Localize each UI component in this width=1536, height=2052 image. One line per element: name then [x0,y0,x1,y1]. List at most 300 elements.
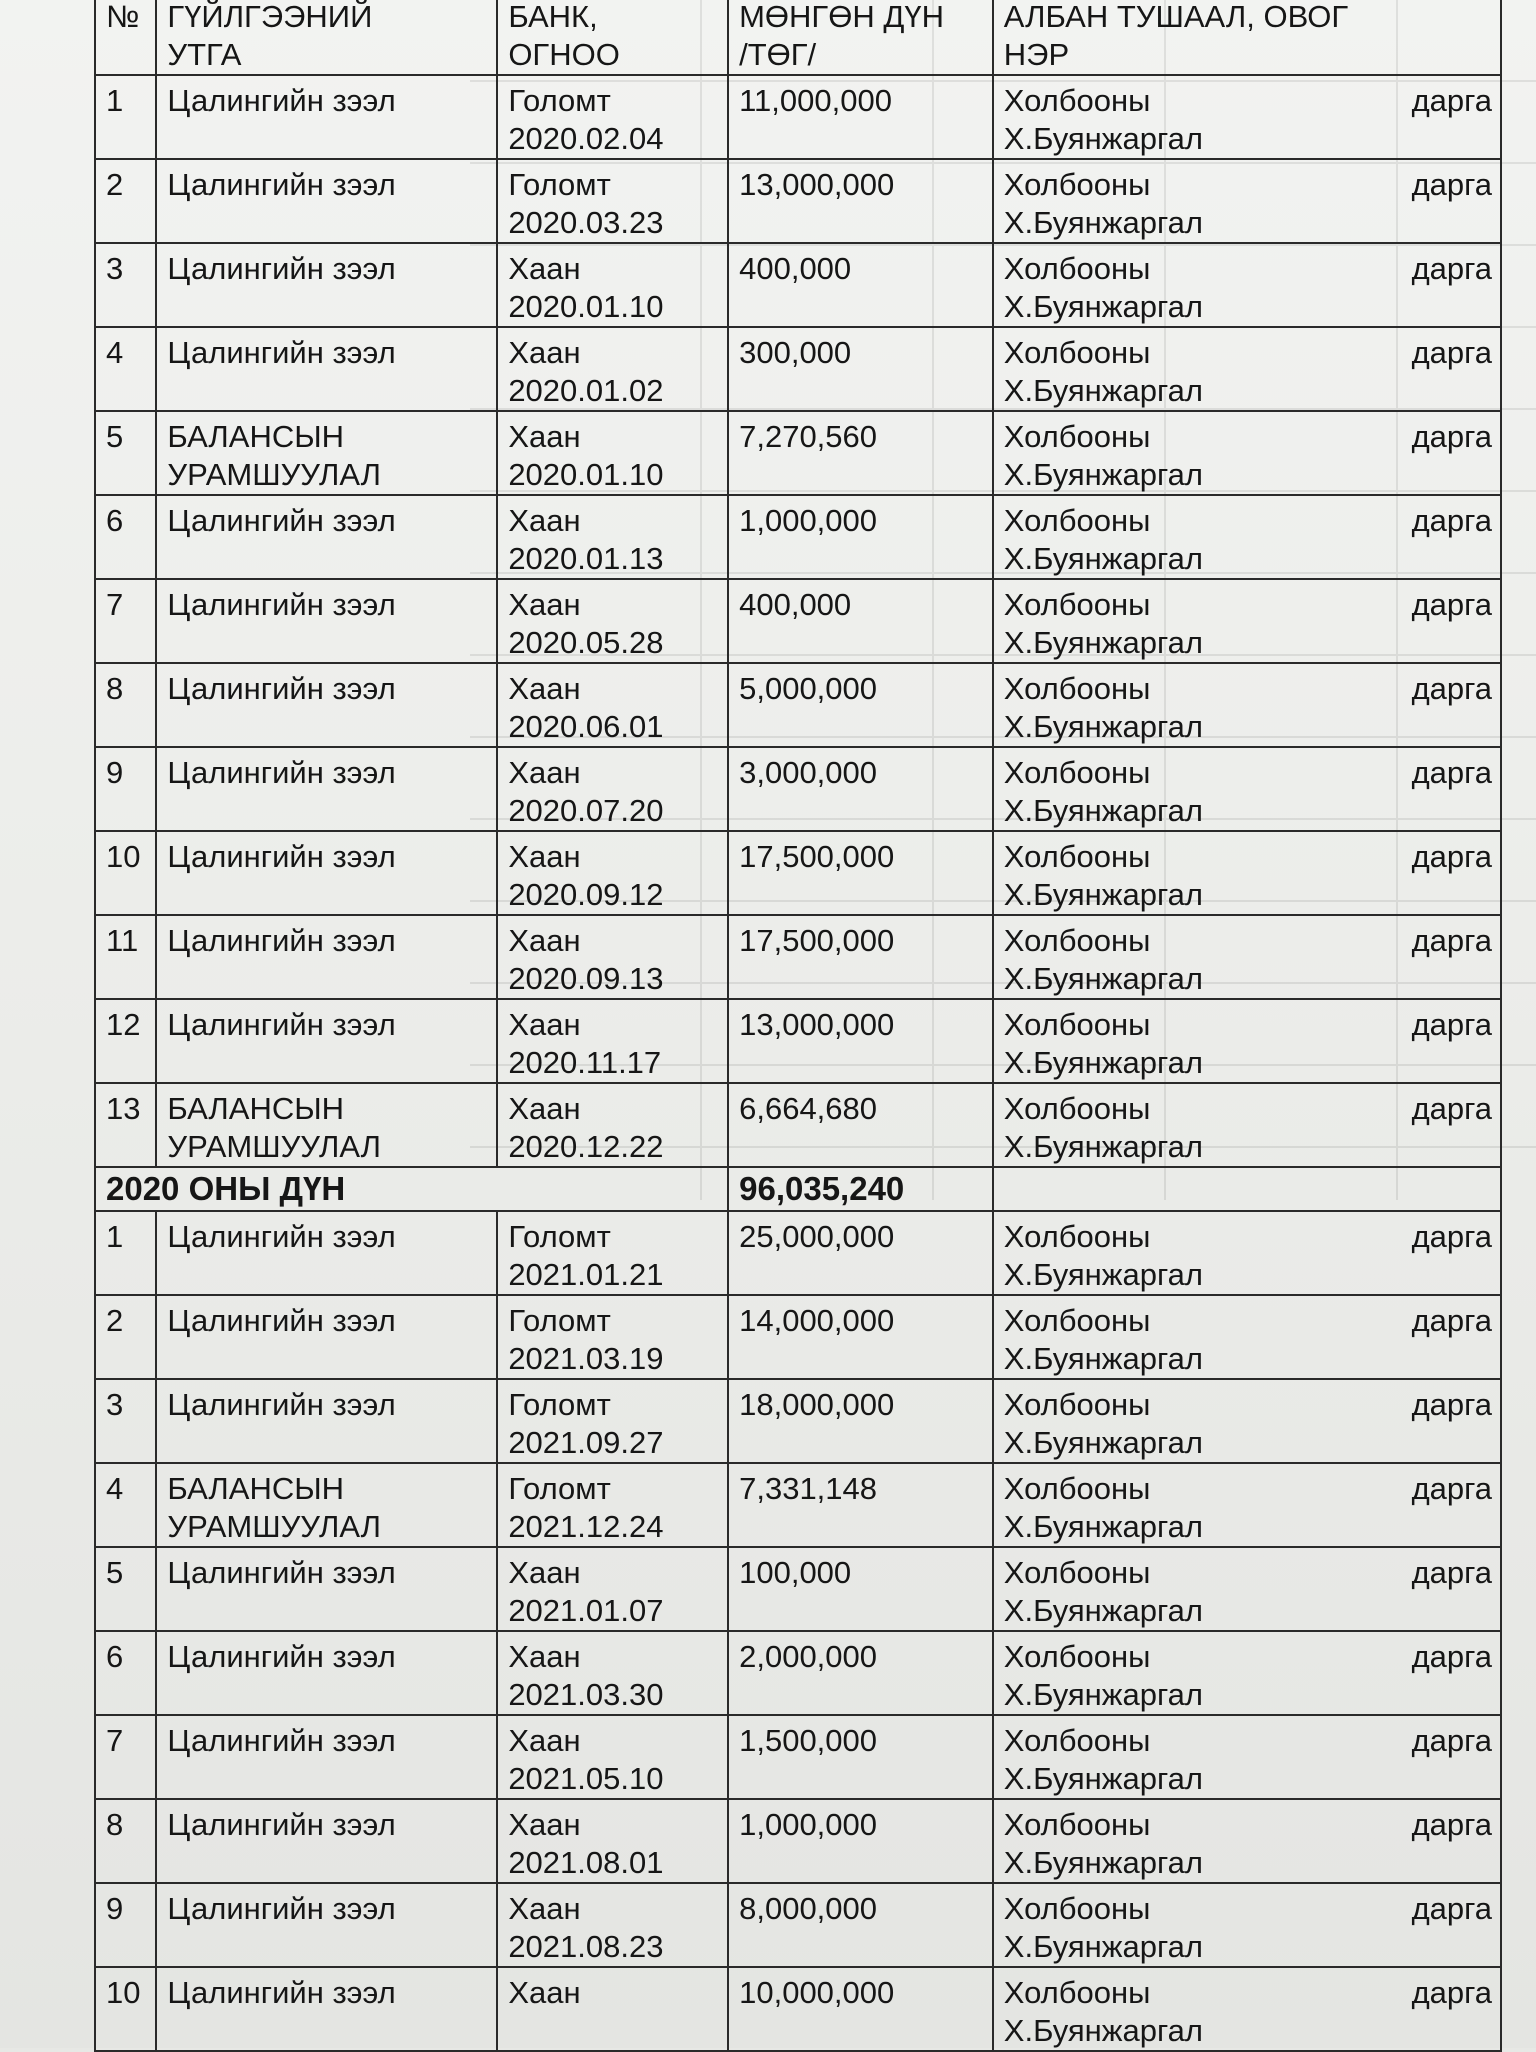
position-org: Холбооны [1003,83,1151,118]
position-line [1004,1090,1492,1128]
amount: 17,500,000 [728,915,993,999]
amount: 5,000,000 [728,663,993,747]
row-number: 8 [95,663,156,747]
bank-date [497,1295,728,1379]
person-name: Х.Буянжаргал [1003,1761,1203,1796]
transaction-type-line: Цалингийн зээл [167,671,396,706]
header-amount-line2: /ТӨГ/ [739,37,817,72]
position-title: дарга [1411,839,1492,874]
transaction-type-line: Цалингийн зээл [167,83,396,118]
amount: 13,000,000 [728,159,993,243]
bank-name: Хаан [508,1091,581,1126]
table-row [95,1463,1501,1547]
position-title: дарга [1411,251,1492,286]
table-row [95,1083,1501,1167]
bank-name: Голомт [508,1387,611,1422]
total-amount: 96,035,240 [728,1167,993,1211]
transaction-date: 2021.03.19 [508,1341,664,1376]
amount: 100,000 [728,1547,993,1631]
position-title: дарга [1411,1471,1492,1506]
transaction-type-line: Цалингийн зээл [167,251,396,286]
transaction-date: 2020.01.10 [508,457,664,492]
bank-date [497,495,728,579]
position-name [993,1547,1501,1631]
position-line [1004,166,1492,204]
transaction-type [156,1211,497,1295]
position-line [1004,1806,1492,1844]
transaction-type-line: Цалингийн зээл [167,1639,396,1674]
amount: 14,000,000 [728,1295,993,1379]
bank-date [497,1379,728,1463]
total-row-2020 [95,1167,1501,1211]
transaction-type [156,75,497,159]
transaction-type [156,1463,497,1547]
amount: 6,664,680 [728,1083,993,1167]
person-name: Х.Буянжаргал [1003,289,1203,324]
transaction-date: 2021.08.23 [508,1929,664,1964]
transaction-type [156,1083,497,1167]
position-title: дарга [1411,1303,1492,1338]
table-row [95,1799,1501,1883]
transaction-date: 2021.05.10 [508,1761,664,1796]
row-number: 1 [95,1211,156,1295]
position-org: Холбооны [1003,1807,1151,1842]
position-name [993,663,1501,747]
position-line [1004,1386,1492,1424]
row-number: 4 [95,327,156,411]
transaction-type-line: Цалингийн зээл [167,587,396,622]
transaction-type [156,1799,497,1883]
position-org: Холбооны [1003,1303,1151,1338]
table-row [95,831,1501,915]
position-name [993,747,1501,831]
table-row [95,663,1501,747]
transaction-type-line: Цалингийн зээл [167,1303,396,1338]
position-title: дарга [1411,1807,1492,1842]
transaction-type [156,663,497,747]
transaction-type [156,495,497,579]
position-line [1004,1638,1492,1676]
header-position [993,0,1501,75]
position-line [1004,334,1492,372]
transaction-type-line: Цалингийн зээл [167,335,396,370]
table-row [95,75,1501,159]
person-name: Х.Буянжаргал [1003,1593,1203,1628]
position-name [993,495,1501,579]
person-name: Х.Буянжаргал [1003,205,1203,240]
position-title: дарга [1411,1091,1492,1126]
position-org: Холбооны [1003,1639,1151,1674]
position-title: дарга [1411,167,1492,202]
row-number: 2 [95,159,156,243]
position-org: Холбооны [1003,1219,1151,1254]
position-title: дарга [1411,587,1492,622]
position-name [993,411,1501,495]
position-org: Холбооны [1003,419,1151,454]
bank-name: Голомт [508,167,611,202]
person-name: Х.Буянжаргал [1003,1257,1203,1292]
position-line [1004,250,1492,288]
bank-name: Хаан [508,1007,581,1042]
transaction-date: 2020.02.04 [508,121,664,156]
row-number: 12 [95,999,156,1083]
row-number: 7 [95,1715,156,1799]
position-name [993,1379,1501,1463]
table-row [95,747,1501,831]
position-name [993,1083,1501,1167]
bank-date [497,1799,728,1883]
transaction-type-line: УРАМШУУЛАЛ [167,457,382,492]
transaction-type [156,1883,497,1967]
bank-name: Хаан [508,1723,581,1758]
position-org: Холбооны [1003,1891,1151,1926]
position-title: дарга [1411,83,1492,118]
position-name [993,1295,1501,1379]
bank-date [497,1211,728,1295]
position-line [1004,1974,1492,2012]
position-line [1004,670,1492,708]
position-line [1004,1722,1492,1760]
position-org: Холбооны [1003,1723,1151,1758]
position-title: дарга [1411,1639,1492,1674]
total-empty-cell [993,1167,1501,1211]
position-title: дарга [1411,419,1492,454]
transaction-date: 2020.01.02 [508,373,664,408]
header-position-line2: НЭР [1003,37,1070,72]
transaction-type [156,327,497,411]
table-row [95,579,1501,663]
position-line [1004,1554,1492,1592]
transaction-date: 2020.11.17 [508,1045,662,1080]
transaction-date: 2021.01.07 [508,1593,664,1628]
transaction-type-line: БАЛАНСЫН [167,419,345,454]
transaction-type [156,831,497,915]
transaction-type [156,915,497,999]
person-name: Х.Буянжаргал [1003,1845,1203,1880]
header-bank [497,0,728,75]
row-number: 6 [95,495,156,579]
transaction-type-line: Цалингийн зээл [167,923,396,958]
position-line [1004,586,1492,624]
header-type [156,0,497,75]
transaction-type-line: Цалингийн зээл [167,1219,396,1254]
position-title: дарга [1411,1723,1492,1758]
person-name: Х.Буянжаргал [1003,793,1203,828]
transaction-type-line: Цалингийн зээл [167,167,396,202]
position-org: Холбооны [1003,251,1151,286]
position-name [993,579,1501,663]
bank-name: Хаан [508,1807,581,1842]
row-number: 1 [95,75,156,159]
header-type-line1: ГҮЙЛГЭЭНИЙ [167,0,373,34]
table-row [95,1631,1501,1715]
table-row [95,411,1501,495]
position-name [993,1211,1501,1295]
position-org: Холбооны [1003,1007,1151,1042]
row-number: 4 [95,1463,156,1547]
bank-date [497,411,728,495]
position-name [993,999,1501,1083]
bank-date [497,1631,728,1715]
position-name [993,75,1501,159]
transaction-type-line: Цалингийн зээл [167,503,396,538]
row-number: 2 [95,1295,156,1379]
bank-date [497,327,728,411]
bank-name: Хаан [508,1555,581,1590]
transaction-type-line: Цалингийн зээл [167,1555,396,1590]
bank-name: Хаан [508,1891,581,1926]
transaction-date: 2020.09.12 [508,877,664,912]
header-no: № [95,0,156,75]
header-type-line2: УТГА [167,37,242,72]
person-name: Х.Буянжаргал [1003,1677,1203,1712]
bank-name: Хаан [508,335,581,370]
row-number: 10 [95,1967,156,2051]
row-number: 9 [95,1883,156,1967]
person-name: Х.Буянжаргал [1003,541,1203,576]
position-name [993,1799,1501,1883]
row-number: 13 [95,1083,156,1167]
position-org: Холбооны [1003,1975,1151,2010]
position-line [1004,418,1492,456]
amount: 7,331,148 [728,1463,993,1547]
transaction-type-line: УРАМШУУЛАЛ [167,1509,382,1544]
amount: 7,270,560 [728,411,993,495]
table-row [95,999,1501,1083]
bank-name: Хаан [508,251,581,286]
total-label: 2020 ОНЫ ДҮН [95,1167,728,1211]
bank-name: Хаан [508,419,581,454]
bank-date [497,1463,728,1547]
bank-name: Хаан [508,671,581,706]
bank-name: Хаан [508,1975,581,2010]
bank-date [497,1547,728,1631]
transaction-date: 2020.09.13 [508,961,664,996]
position-title: дарга [1411,755,1492,790]
transactions-table [94,0,1502,2052]
amount: 25,000,000 [728,1211,993,1295]
bank-date [497,915,728,999]
amount: 2,000,000 [728,1631,993,1715]
transaction-type [156,1715,497,1799]
bank-date [497,1967,728,2051]
row-number: 5 [95,411,156,495]
row-number: 8 [95,1799,156,1883]
table-row [95,495,1501,579]
transaction-type-line: БАЛАНСЫН [167,1091,345,1126]
amount: 13,000,000 [728,999,993,1083]
position-name [993,243,1501,327]
position-title: дарга [1411,671,1492,706]
position-name [993,831,1501,915]
row-number: 11 [95,915,156,999]
bank-date [497,579,728,663]
position-org: Холбооны [1003,839,1151,874]
row-number: 3 [95,1379,156,1463]
position-name [993,915,1501,999]
person-name: Х.Буянжаргал [1003,373,1203,408]
amount: 10,000,000 [728,1967,993,2051]
row-number: 3 [95,243,156,327]
transaction-date: 2021.12.24 [508,1509,664,1544]
position-org: Холбооны [1003,1471,1151,1506]
transaction-type-line: Цалингийн зээл [167,1007,396,1042]
position-name [993,1967,1501,2051]
person-name: Х.Буянжаргал [1003,121,1203,156]
transaction-type-line: Цалингийн зээл [167,1387,396,1422]
amount: 1,000,000 [728,1799,993,1883]
position-name [993,159,1501,243]
position-org: Холбооны [1003,755,1151,790]
position-title: дарга [1411,923,1492,958]
transaction-type-line: УРАМШУУЛАЛ [167,1129,382,1164]
transaction-date: 2020.03.23 [508,205,664,240]
person-name: Х.Буянжаргал [1003,961,1203,996]
position-line [1004,1470,1492,1508]
position-org: Холбооны [1003,167,1151,202]
person-name: Х.Буянжаргал [1003,625,1203,660]
position-org: Холбооны [1003,1387,1151,1422]
person-name: Х.Буянжаргал [1003,877,1203,912]
position-org: Холбооны [1003,587,1151,622]
bank-name: Голомт [508,1219,611,1254]
transaction-date: 2021.03.30 [508,1677,664,1712]
table-row [95,1379,1501,1463]
position-org: Холбооны [1003,1091,1151,1126]
position-name [993,1715,1501,1799]
amount: 18,000,000 [728,1379,993,1463]
bank-date [497,1083,728,1167]
bank-date [497,243,728,327]
table-row [95,1211,1501,1295]
transaction-type-line: БАЛАНСЫН [167,1471,345,1506]
position-line [1004,754,1492,792]
position-line [1004,502,1492,540]
person-name: Х.Буянжаргал [1003,1509,1203,1544]
transaction-type [156,1631,497,1715]
position-line [1004,1006,1492,1044]
row-number: 5 [95,1547,156,1631]
bank-name: Хаан [508,587,581,622]
position-title: дарга [1411,1975,1492,2010]
position-line [1004,922,1492,960]
position-line [1004,1890,1492,1928]
person-name: Х.Буянжаргал [1003,457,1203,492]
amount: 17,500,000 [728,831,993,915]
transaction-type-line: Цалингийн зээл [167,1807,396,1842]
person-name: Х.Буянжаргал [1003,2013,1203,2048]
person-name: Х.Буянжаргал [1003,1929,1203,1964]
transaction-date: 2020.05.28 [508,625,664,660]
table-row [95,1547,1501,1631]
table-row [95,159,1501,243]
bank-date [497,1883,728,1967]
bank-name: Хаан [508,839,581,874]
position-title: дарга [1411,1219,1492,1254]
row-number: 10 [95,831,156,915]
header-amount-line1: МӨНГӨН ДҮН [739,0,944,34]
position-title: дарга [1411,335,1492,370]
header-bank-line2: ОГНОО [508,37,620,72]
transaction-type [156,1379,497,1463]
transaction-date: 2021.09.27 [508,1425,664,1460]
transaction-date: 2021.01.21 [508,1257,664,1292]
header-bank-line1: БАНК, [508,0,598,34]
header-amount [728,0,993,75]
position-line [1004,1302,1492,1340]
position-line [1004,1218,1492,1256]
amount: 300,000 [728,327,993,411]
position-title: дарга [1411,1007,1492,1042]
table-row [95,1295,1501,1379]
person-name: Х.Буянжаргал [1003,1425,1203,1460]
position-title: дарга [1411,503,1492,538]
bank-name: Голомт [508,83,611,118]
transaction-date: 2020.01.13 [508,541,664,576]
header-position-line1: АЛБАН ТУШААЛ, ОВОГ [1003,0,1349,34]
bank-name: Хаан [508,503,581,538]
position-org: Холбооны [1003,923,1151,958]
transaction-date: 2021.08.01 [508,1845,664,1880]
transaction-date: 2020.01.10 [508,289,664,324]
transaction-type [156,1967,497,2051]
transaction-type-line: Цалингийн зээл [167,1975,396,2010]
table-row [95,1883,1501,1967]
transaction-type-line: Цалингийн зээл [167,755,396,790]
transaction-type-line: Цалингийн зээл [167,1723,396,1758]
transaction-type [156,999,497,1083]
amount: 8,000,000 [728,1883,993,1967]
amount: 3,000,000 [728,747,993,831]
table-row [95,243,1501,327]
person-name: Х.Буянжаргал [1003,1045,1203,1080]
transaction-type [156,747,497,831]
row-number: 9 [95,747,156,831]
position-name [993,1631,1501,1715]
position-title: дарга [1411,1891,1492,1926]
position-org: Холбооны [1003,1555,1151,1590]
bank-name: Хаан [508,923,581,958]
table-row [95,327,1501,411]
position-org: Холбооны [1003,503,1151,538]
position-title: дарга [1411,1387,1492,1422]
position-name [993,1463,1501,1547]
amount: 1,500,000 [728,1715,993,1799]
table-row [95,1967,1501,2051]
amount: 11,000,000 [728,75,993,159]
row-number: 6 [95,1631,156,1715]
amount: 400,000 [728,579,993,663]
bank-date [497,75,728,159]
bank-name: Голомт [508,1471,611,1506]
amount: 1,000,000 [728,495,993,579]
transaction-type [156,1547,497,1631]
person-name: Х.Буянжаргал [1003,1129,1203,1164]
transaction-type [156,159,497,243]
bank-date [497,831,728,915]
bank-date [497,1715,728,1799]
position-title: дарга [1411,1555,1492,1590]
table-row [95,1715,1501,1799]
person-name: Х.Буянжаргал [1003,709,1203,744]
transaction-date: 2020.12.22 [508,1129,664,1164]
transaction-date: 2020.07.20 [508,793,664,828]
position-line [1004,82,1492,120]
bank-date [497,747,728,831]
table-row [95,915,1501,999]
transaction-type [156,411,497,495]
transaction-type-line: Цалингийн зээл [167,1891,396,1926]
